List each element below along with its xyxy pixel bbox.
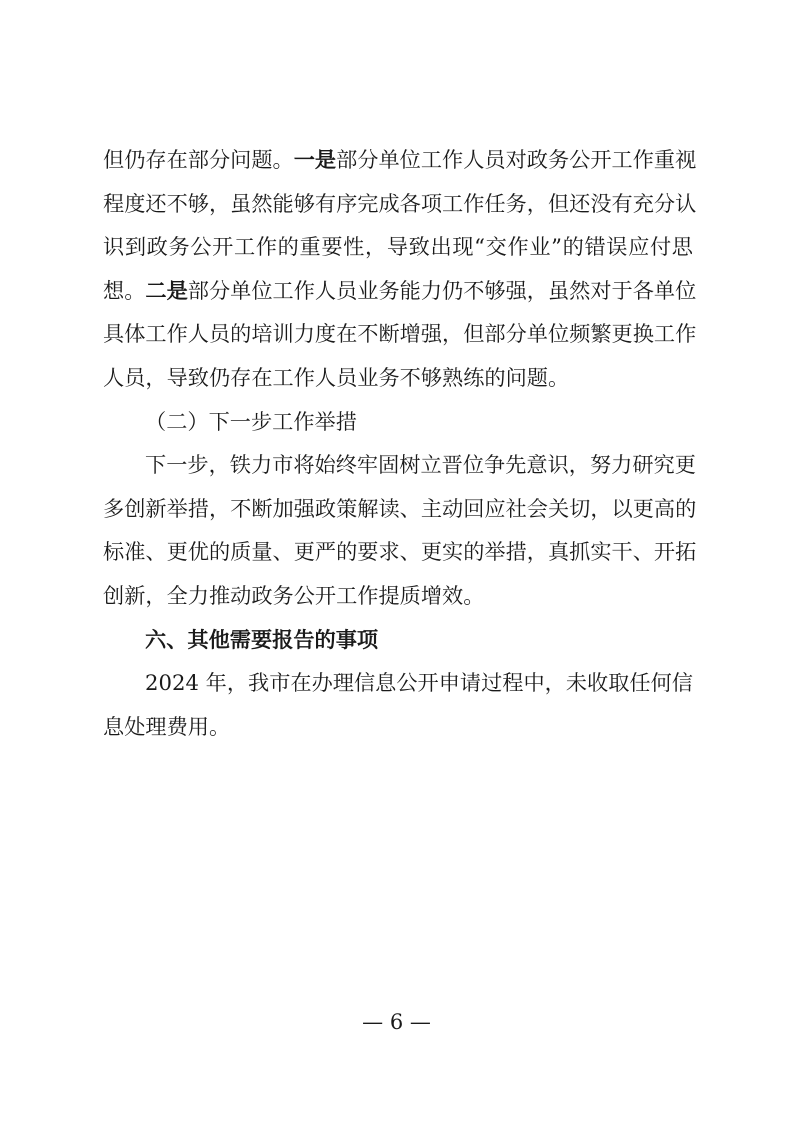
text-run: 部分单位工作人员业务能力仍不够强，虽然对于各单位 [187, 277, 697, 303]
paragraph-line: 下一步，铁力市将始终牢固树立晋位争先意识，努力研究更 [145, 452, 696, 478]
paragraph-line: 2024 年，我市在办理信息公开申请过程中，未收取任何信 [145, 670, 693, 696]
page-number: — 6 — [362, 1010, 431, 1034]
paragraph-line: 息处理费用。 [103, 713, 231, 739]
paragraph-line: 识到政务公开工作的重要性，导致出现“交作业”的错误应付思 [103, 234, 693, 260]
text-run: 部分单位工作人员对政务公开工作重视 [336, 147, 697, 172]
emphasis-text: 二是 [145, 277, 188, 303]
paragraph-line: 程度还不够，虽然能够有序完成各项工作任务，但还没有充分认 [103, 190, 697, 216]
paragraph-line [103, 269, 697, 313]
paragraph-line: 人员，导致仍存在工作人员业务不够熟练的问题。 [103, 364, 570, 390]
paragraph-line [103, 138, 697, 182]
paragraph-line: 多创新举措，不断加强政策解读、主动回应社会关切，以更高的 [103, 495, 697, 521]
text-run: 想。 [103, 277, 146, 303]
section-subheading: （二）下一步工作举措 [145, 408, 357, 434]
text-run: 但仍存在部分问题。 [103, 147, 294, 172]
emphasis-text: 一是 [293, 147, 337, 172]
document-body [103, 138, 697, 748]
paragraph-line: 创新，全力推动政务公开工作提质增效。 [103, 582, 485, 608]
paragraph-line: 具体工作人员的培训力度在不断增强，但部分单位频繁更换工作 [103, 321, 697, 347]
section-heading: 六、其他需要报告的事项 [145, 626, 379, 652]
paragraph-line: 标准、更优的质量、更严的要求、更实的举措，真抓实干、开拓 [103, 539, 697, 565]
